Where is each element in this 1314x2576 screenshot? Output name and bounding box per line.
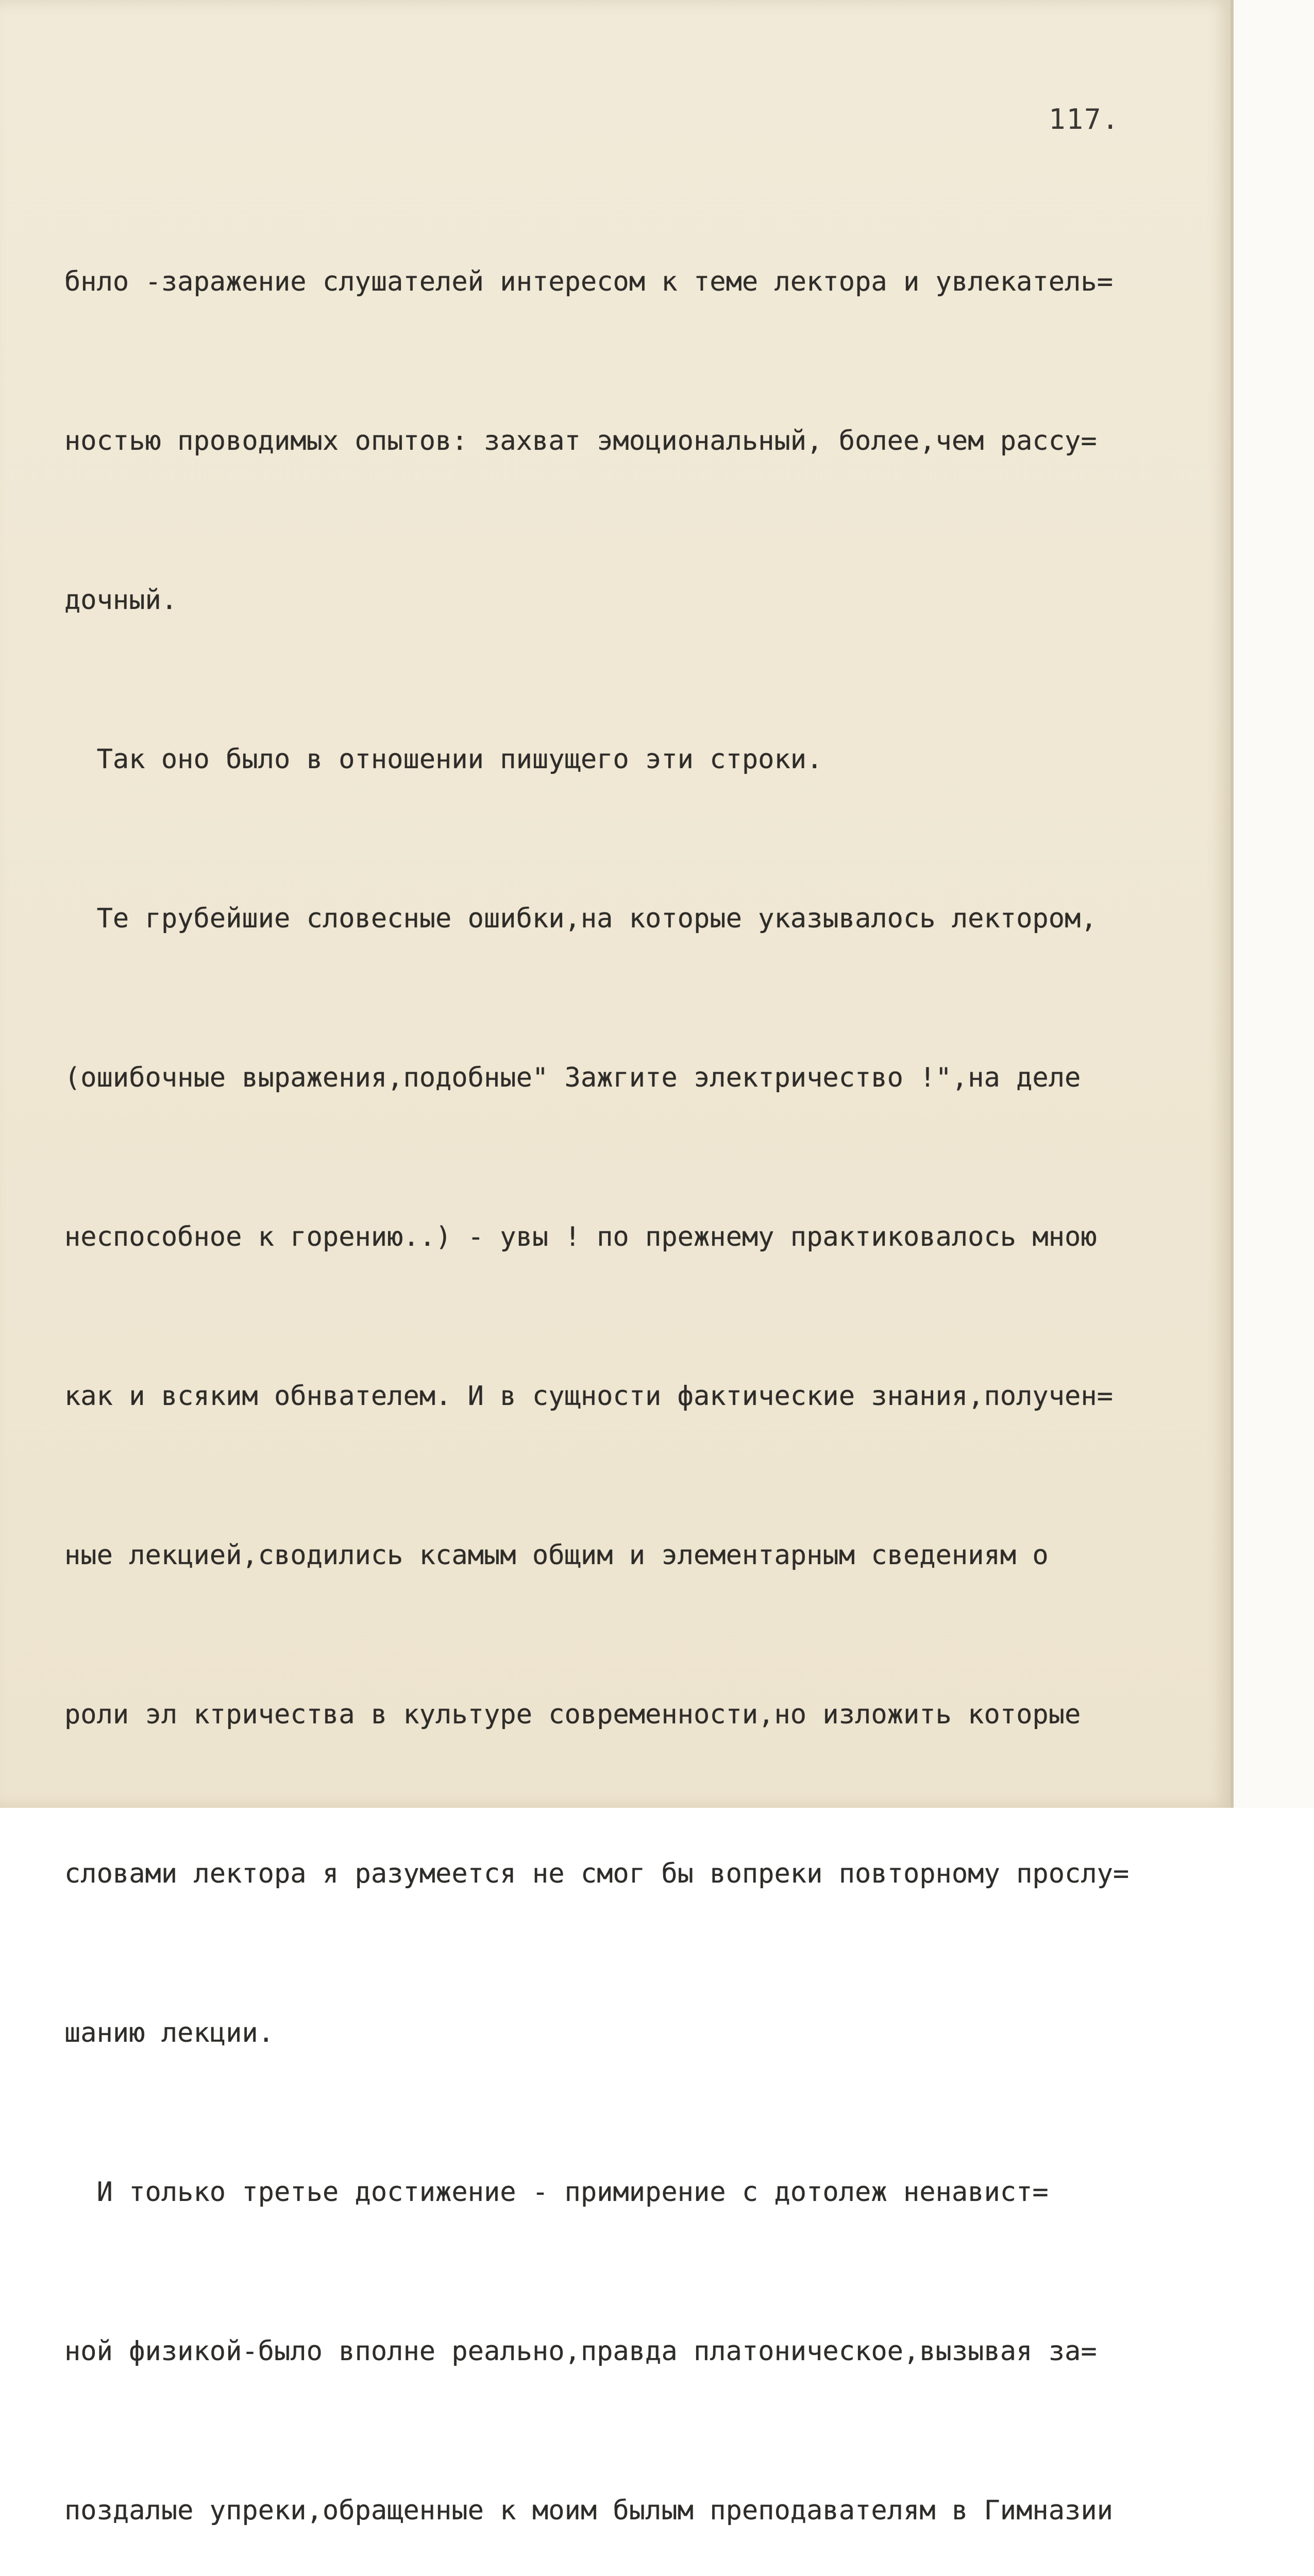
text-line: И только третье достижение - примирение с дотолеж ненавист= [64,2177,1049,2208]
text-line: словами лектора я разумеется не смог бы вопреки повторному прослу= [64,1858,1130,1889]
text-line: Те грубейшие словесные ошибки,на которые указывалось лектором, [64,903,1097,934]
text-line: ной физикой-было вполне реально,правда платоническое,вызывая за= [64,2336,1097,2367]
text-line: как и всяким обнвателем. И в сущности фактические знания,получен= [64,1381,1113,1412]
text-line: ностью проводимых опытов: захват эмоциональный, более,чем рассу= [64,426,1097,456]
text-line: ные лекцией,сводились ксамым общим и элементарным сведениям о [64,1540,1049,1571]
text-line: неспособное к горению..) - увы ! по прежнему практиковалось мною [64,1222,1097,1252]
scan-background [1234,0,1314,1808]
text-line: дочный. [64,585,178,616]
text-line: бнло -заражение слушателей интересом к теме лектора и увлекатель= [64,266,1113,297]
text-line: шанию лекции. [64,2018,274,2048]
page-number: 117. [1049,103,1120,135]
text-line: роли эл ктричества в культуре современности,но изложить которые [64,1699,1081,1730]
text-line: поздалые упреки,обращенные к моим былым преподавателям в Гимназии [64,2495,1113,2526]
typescript-body [64,149,1216,2576]
text-line: (ошибочные выражения,подобные" Зажгите электричество !",на деле [64,1062,1081,1093]
text-line: Так оно было в отношении пишущего эти строки. [64,744,823,775]
